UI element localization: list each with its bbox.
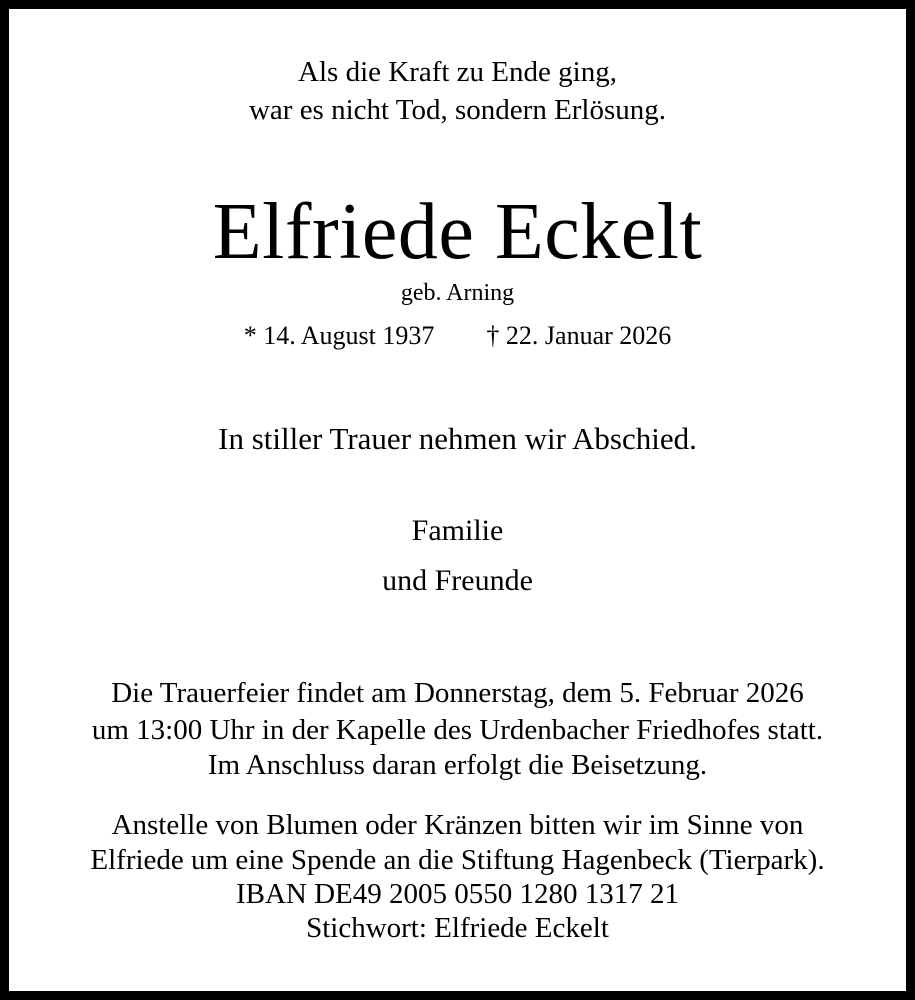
deceased-name: Elfriede Eckelt [212, 188, 703, 276]
death-date: † 22. Januar 2026 [486, 321, 672, 350]
service-line-1: Die Trauerfeier findet am Donnerstag, dem 5. Februar 2026 [111, 677, 804, 709]
mourners-line-1: Familie [411, 514, 504, 547]
donation-iban: IBAN DE49 2005 0550 1280 1317 21 [235, 878, 680, 910]
farewell-text: In stiller Trauer nehmen wir Abschied. [218, 421, 697, 456]
donation-keyword: Stichwort: Elfriede Eckelt [306, 912, 609, 944]
life-dates [9, 323, 906, 349]
motto-line-1: Als die Kraft zu Ende ging, [298, 56, 617, 88]
service-line-3: Im Anschluss daran erfolgt die Beisetzung. [207, 749, 708, 781]
maiden-name: geb. Arning [400, 280, 515, 306]
donation-line-1: Anstelle von Blumen oder Kränzen bitten wir im Sinne von [111, 809, 804, 841]
donation-line-2: Elfriede um eine Spende an die Stiftung Hagenbeck (Tierpark). [90, 844, 825, 876]
birth-date: * 14. August 1937 [243, 321, 435, 350]
service-line-2: um 13:00 Uhr in der Kapelle des Urdenbacher Friedhofes statt. [91, 714, 824, 746]
motto-line-2: war es nicht Tod, sondern Erlösung. [248, 94, 667, 126]
mourners-line-2: und Freunde [382, 564, 533, 597]
